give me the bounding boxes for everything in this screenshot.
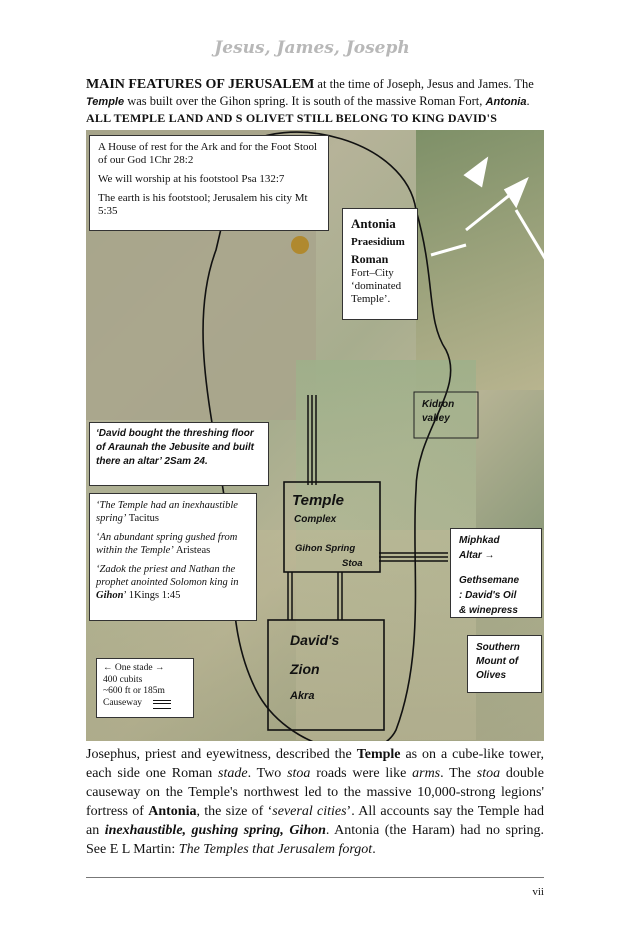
- running-header: Jesus, James, Joseph: [214, 38, 410, 58]
- quote-line-2: We will worship at his footstool Psa 132:7: [98, 173, 285, 185]
- body-stoa-2: stoa: [476, 766, 501, 781]
- body-s10: .: [372, 842, 376, 857]
- antonia-praesidium: Praesidium: [351, 236, 405, 248]
- spring-quote-aristeas-text: ‘An abundant spring gushed from within the Temple’: [96, 532, 238, 556]
- davids-label: David's: [290, 632, 340, 648]
- threshing-floor-text: ‘David bought the threshing floor of Araunah the Jebusite and built there an altar’ 2Sam 24.: [96, 428, 254, 467]
- body-several-cities: several cities: [272, 804, 347, 819]
- southern-mount-box: [467, 635, 542, 693]
- miphkad-box: [450, 528, 542, 618]
- gihon-spring-label: Gihon Spring: [295, 543, 356, 554]
- kidron-valley-label: Kidron valley: [422, 399, 455, 424]
- scale-legend-box: [96, 658, 194, 718]
- body-book-title: The Temples that Jerusalem forgot: [178, 842, 373, 857]
- miphkad-line-1: Miphkad: [459, 535, 500, 546]
- body-antonia: Antonia: [148, 804, 197, 819]
- scale-causeway-label: Causeway: [103, 697, 143, 708]
- gethsemane-line-2: : David's Oil: [459, 590, 517, 601]
- quote-line-1: A House of rest for the Ark and for the Foot Stool of our God 1Chr 28:2: [98, 141, 318, 166]
- intro-line-3: ALL TEMPLE LAND AND S OLIVET STILL BELONG TO KING DAVID'S: [86, 111, 498, 125]
- southern-line-2: Mount of: [476, 656, 519, 667]
- intro-text-2: was built over the Gihon spring. It is south of the massive Roman Fort,: [124, 94, 486, 108]
- body-s3: . Two: [247, 766, 288, 781]
- spring-quote-tacitus: [96, 499, 250, 525]
- threshing-floor-box: [89, 422, 269, 486]
- causeway-symbol-icon: [153, 700, 171, 709]
- spring-quote-gihon: Gihon: [96, 590, 124, 601]
- footstool-quote-box: [89, 135, 329, 231]
- body-inexhaustible: inexhaustible, gushing spring, Gihon: [104, 823, 326, 838]
- spring-quote-kings: [96, 563, 250, 602]
- miphkad-line-2: Altar →: [459, 550, 495, 561]
- spring-quote-aristeas-source: Aristeas: [173, 545, 211, 556]
- body-temple: Temple: [356, 747, 401, 762]
- intro-text-1: at the time of Joseph, Jesus and James. The: [314, 77, 534, 91]
- body-s1: Josephus, priest and eyewitness, described the: [86, 747, 357, 762]
- complex-label: Complex: [294, 514, 337, 525]
- body-stoa-1: stoa: [287, 766, 311, 781]
- intro-temple: Temple: [86, 96, 125, 108]
- body-s6: double causeway on the Temple's northwest led to the massive 10,000-strong legions' fortress of: [86, 766, 544, 819]
- jerusalem-aerial-map: [86, 130, 544, 741]
- south-causeways: [288, 572, 342, 620]
- spring-quote-aristeas: [96, 531, 250, 557]
- intro-antonia: Antonia: [485, 96, 527, 108]
- body-s2: as on a cube-like tower, each side one Roman: [86, 747, 544, 781]
- antonia-box: [342, 208, 418, 320]
- intro-lead: MAIN FEATURES OF JERUSALEM: [86, 77, 315, 92]
- footer-rule: [86, 877, 544, 878]
- antonia-roman: Roman: [351, 252, 389, 266]
- page-number: vii: [532, 886, 544, 898]
- southern-line-3: Olives: [476, 670, 507, 681]
- gethsemane-line-3: & winepress: [459, 605, 518, 616]
- body-s9: . Antonia (the Haram) had no spring. See E L Martin:: [86, 823, 545, 857]
- body-arms: arms: [412, 766, 441, 781]
- intro-text-3: .: [526, 94, 530, 108]
- scale-cubits: 400 cubits: [103, 674, 143, 685]
- spring-quotes-box: [89, 493, 257, 621]
- stoa-label: Stoa: [342, 558, 363, 569]
- scale-stade: ← One stade →: [103, 663, 165, 673]
- spring-quote-kings-source: ’ 1Kings 1:45: [123, 590, 181, 601]
- antonia-description: Fort–City ‘dominated Temple’.: [351, 267, 402, 305]
- temple-label: Temple: [292, 492, 344, 509]
- quote-line-3: The earth is his footstool; Jerusalem his city Mt 5:35: [98, 192, 308, 217]
- akra-label: Akra: [290, 690, 315, 702]
- white-arrows: [431, 160, 544, 260]
- southern-line-1: Southern: [476, 642, 520, 653]
- zion-label: Zion: [290, 661, 320, 677]
- body-s8: ’. All accounts say the Temple had an: [86, 804, 544, 838]
- causeway-symbol-mid: [153, 703, 171, 705]
- east-causeway: [379, 553, 448, 561]
- spring-quote-tacitus-text: ‘The Temple had an inexhaustible spring’: [96, 500, 238, 524]
- scale-causeway-row: [103, 698, 187, 710]
- body-s7: , the size of ‘: [196, 804, 273, 819]
- body-stade: stade: [218, 766, 248, 781]
- body-s4: roads were like: [310, 766, 413, 781]
- body-paragraph: [86, 745, 544, 859]
- scale-feet: ~600 ft or 185m: [103, 686, 165, 696]
- antonia-title: Antonia: [351, 216, 396, 231]
- gethsemane-line-1: Gethsemane: [459, 575, 520, 586]
- spring-quote-tacitus-source: Tacitus: [126, 513, 159, 524]
- spring-quote-kings-text: ‘Zadok the priest and Nathan the prophet anointed Solomon king in: [96, 564, 239, 588]
- body-s5: . The: [440, 766, 477, 781]
- north-causeway: [308, 395, 316, 485]
